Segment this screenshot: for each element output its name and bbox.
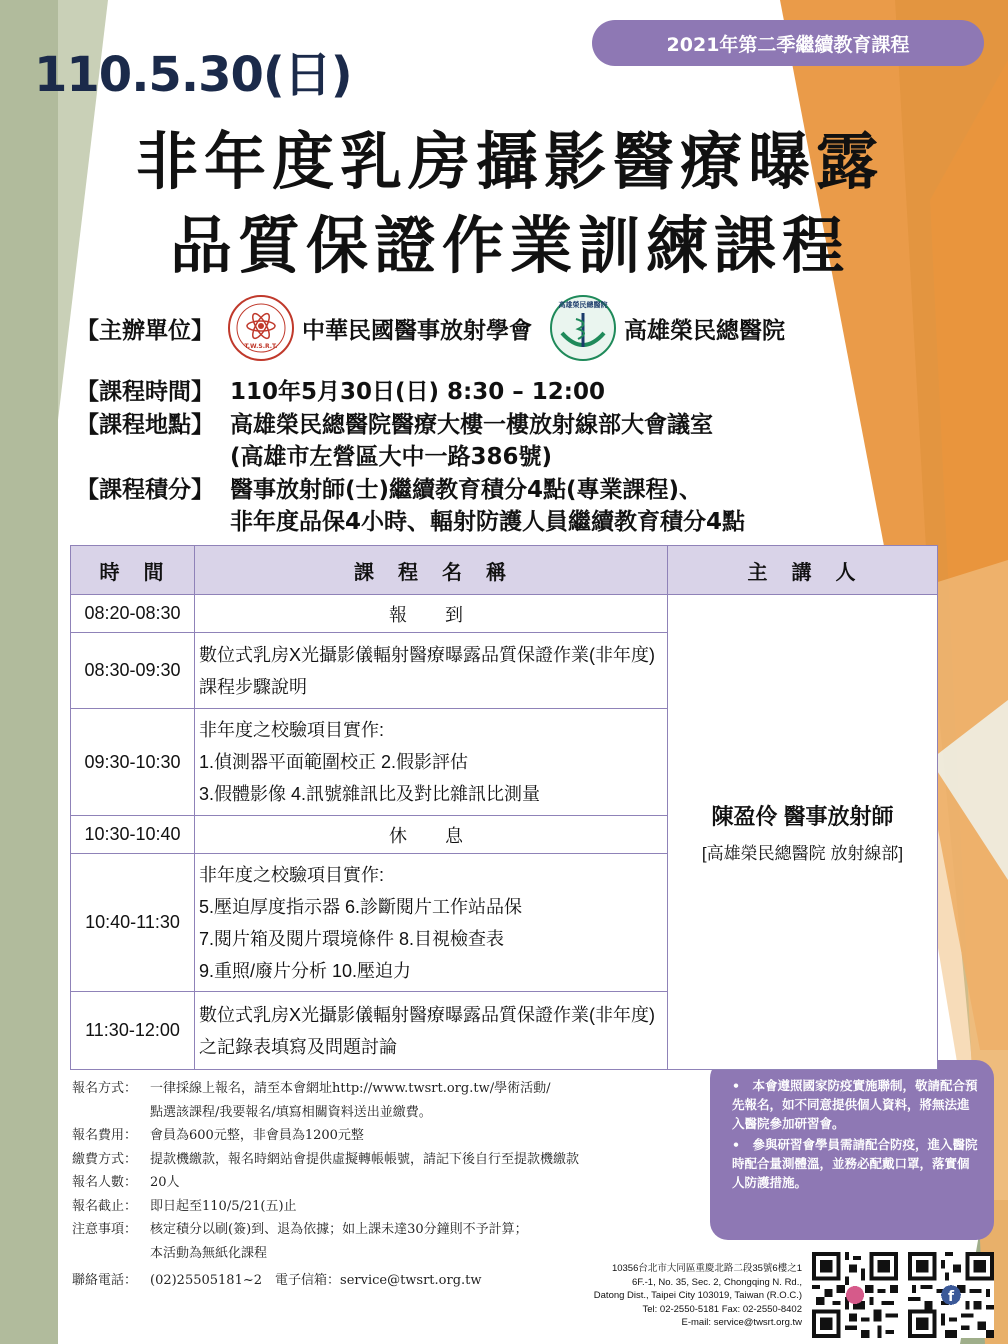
row-course: 休 息: [195, 816, 668, 854]
place-value: 高雄榮民總醫院醫療大樓一樓放射線部大會議室: [230, 412, 713, 438]
header-time: 時 間: [71, 546, 195, 595]
address-line: E-mail: service@twsrt.org.tw: [681, 1317, 802, 1328]
row-time: 08:20-08:30: [71, 595, 195, 633]
prevention-notice: [710, 1060, 994, 1240]
row-time: 09:30-10:30: [71, 709, 195, 816]
row-time: 11:30-12:00: [71, 992, 195, 1070]
time-value: 110年5月30日(日) 8:30 – 12:00: [230, 379, 605, 405]
credit-line1: 醫事放射師(士)繼續教育積分4點(專業課程)、: [230, 477, 703, 503]
row-course: 報 到: [195, 595, 668, 633]
organizer-2-name: 高雄榮民總醫院: [624, 317, 785, 344]
main-title-line1: 非年度乳房攝影醫療曝露: [135, 125, 884, 198]
speaker-affiliation: [高雄榮民總醫院 放射線部]: [701, 844, 904, 863]
header-speaker: 主 講 人: [668, 546, 938, 595]
notice-item-1: • 本會遵照國家防疫實施聯制，敬請配合預先報名，如不同意提供個人資料，將無法進入醫院參加研習會。: [732, 1078, 978, 1131]
note-reg-method-cont: 點選該課程/我要報名/填寫相關資料送出並繳費。: [150, 1104, 432, 1120]
row-time: 10:30-10:40: [71, 816, 195, 854]
note-payment: 繳費方式： 提款機繳款，報名時網站會提供虛擬轉帳帳號，請記下後自行至提款機繳款: [72, 1151, 580, 1167]
svg-text:f: f: [947, 1289, 955, 1306]
society-address: [540, 1262, 802, 1330]
row-course: 數位式乳房X光攝影儀輻射醫療曝露品質保證作業(非年度) 之記錄表填寫及問題討論: [195, 992, 668, 1070]
table-row: [71, 595, 938, 633]
time-label: 【課程時間】: [76, 379, 214, 405]
note-contact: 聯絡電話： (02)25505181~2 電子信箱：service@twsrt.org.tw: [72, 1273, 482, 1288]
website-qr-code-icon[interactable]: [812, 1252, 898, 1338]
kaohsiung-vgh-logo-icon: [548, 293, 618, 363]
row-course: 非年度之校驗項目實作: 5.壓迫厚度指示器 6.診斷閱片工作站品保 7.閱片箱及閱片環境條件 8.目視檢查表 9.重照/廢片分析 10.壓迫力: [195, 854, 668, 992]
note-fee: 報名費用： 會員為600元整，非會員為1200元整: [72, 1128, 364, 1143]
main-title-line2: 品質保證作業訓練課程: [169, 209, 850, 282]
registration-notes: [72, 1077, 712, 1293]
speaker-cell: [668, 595, 938, 1070]
row-course: 數位式乳房X光攝影儀輻射醫療曝露品質保證作業(非年度) 課程步驟說明: [195, 633, 668, 709]
address-line: Datong Dist., Taipei City 103019, Taiwan (R.O.C.): [593, 1290, 802, 1301]
note-attention: 注意事項： 核定積分以刷(簽)到、退為依據；如上課未達30分鐘則不予計算；: [72, 1222, 528, 1237]
event-date: 110.5.30(日): [34, 47, 352, 103]
svg-text:高雄榮民總醫院: 高雄榮民總醫院: [558, 301, 608, 309]
address-line: 6F.-1, No. 35, Sec. 2, Chongqing N. Rd.,: [631, 1276, 802, 1288]
place-address: (高雄市左營區大中一路386號): [230, 444, 553, 470]
facebook-qr-code-icon[interactable]: [908, 1252, 994, 1338]
schedule-table: [70, 545, 938, 1070]
address-line: Tel: 02-2550-5181 Fax: 02-2550-8402: [642, 1303, 802, 1315]
place-label: 【課程地點】: [76, 412, 214, 438]
row-time: 08:30-09:30: [71, 633, 195, 709]
row-time: 10:40-11:30: [71, 854, 195, 992]
table-header-row: [71, 546, 938, 595]
credit-line2: 非年度品保4小時、輻射防護人員繼續教育積分4點: [230, 509, 746, 535]
note-reg-method: 報名方式： 一律採線上報名，請至本會網址http://www.twsrt.org.tw/學術活動/: [72, 1081, 551, 1096]
organizers-label: 【主辦單位】: [76, 317, 214, 344]
note-deadline: 報名截止： 即日起至110/5/21(五)止: [72, 1198, 297, 1214]
header-course: 課 程 名 稱: [195, 546, 668, 595]
address-line: 10356台北市大同區重慶北路二段35號6樓之1: [611, 1263, 802, 1274]
note-count: 報名人數： 20人: [72, 1175, 180, 1190]
organizers-row: [76, 300, 795, 356]
speaker-name: 陳盈伶 醫事放射師: [711, 804, 894, 829]
credit-label: 【課程積分】: [76, 477, 214, 503]
note-attention-cont: 本活動為無紙化課程: [150, 1245, 268, 1261]
twsrt-logo-icon: [226, 293, 296, 363]
notice-item-2: • 參與研習會學員需請配合防疫，進入醫院時配合量測體溫，並務必配戴口罩，落實個人防護措施。: [732, 1137, 978, 1190]
organizer-1-name: 中華民國醫事放射學會: [302, 317, 532, 344]
row-course: 非年度之校驗項目實作: 1.偵測器平面範圍校正 2.假影評估 3.假體影像 4.訊號雜訊比及對比雜訊比測量: [195, 709, 668, 816]
season-badge: 2021年第二季繼續教育課程: [592, 20, 984, 66]
svg-text:T.W.S.R.T.: T.W.S.R.T.: [244, 343, 278, 350]
